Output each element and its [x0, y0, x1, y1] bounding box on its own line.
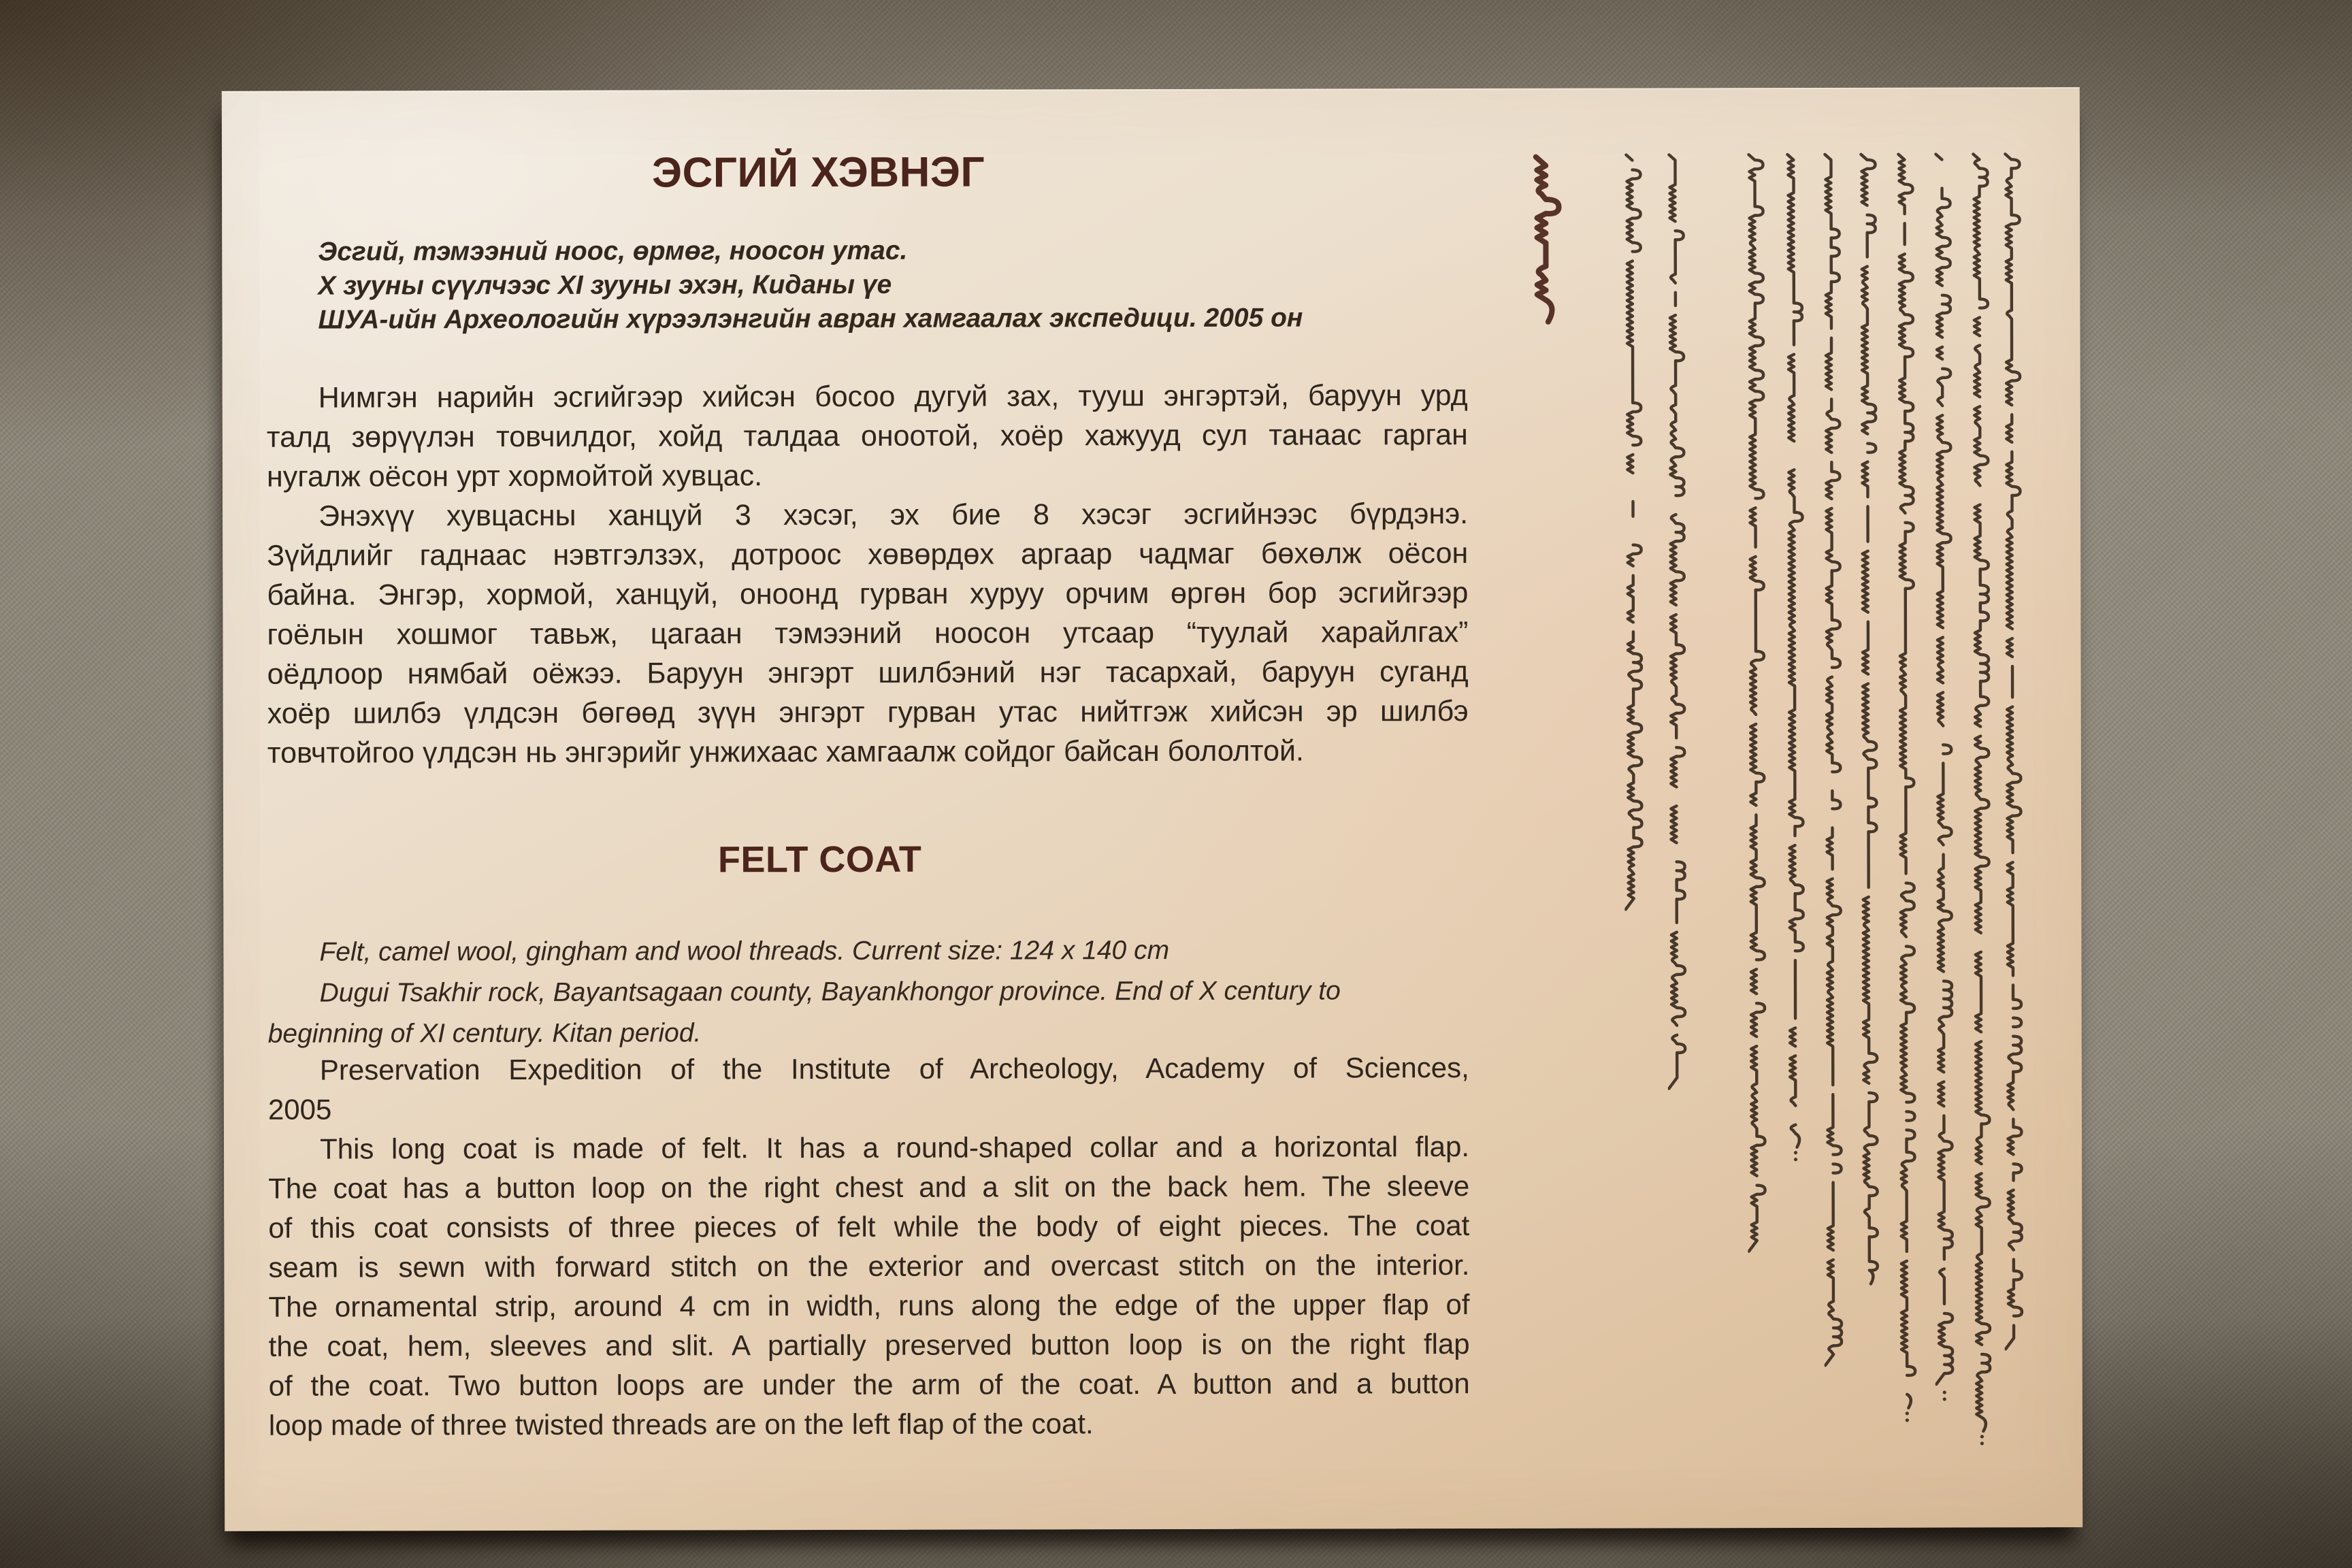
- text-line: Dugui Tsakhir rock, Bayantsagaan county, Bayankhongor province. End of X century to: [319, 976, 1341, 1008]
- text-line: the coat, hem, sleeves and slit. A partially preserved button loop is on the right flap: [268, 1328, 1470, 1362]
- text-line: of the coat. Two button loops are under the arm of the coat. A button and a button: [268, 1367, 1470, 1402]
- mongol-script-column: [1784, 149, 1808, 1177]
- card-title: ЭСГИЙ ХЭВНЭГ: [651, 148, 985, 197]
- text-line: нугалж оёсон урт хормойтой хувцас.: [266, 459, 763, 493]
- mongol-script-column: [1970, 148, 1995, 1462]
- english-heading: FELT COAT: [717, 838, 922, 881]
- mongol-script-title-column: [1532, 148, 1565, 373]
- mongolian-subtitle: [266, 233, 1467, 338]
- text-line: байна. Энгэр, хормой, ханцуй, оноонд гурван хуруу орчим өргөн бор эсгийгээр: [267, 576, 1469, 612]
- text-line: талд зөрүүлэн товчилдог, хойд талдаа оноотой, хоёр хажууд сул танаас гарган: [266, 419, 1468, 454]
- label-text-block: [266, 88, 1470, 1531]
- text-line: Энэхүү хувцасны ханцуй 3 хэсэг, эх бие 8 хэсэг эсгийнээс бүрдэнэ.: [318, 497, 1469, 533]
- text-line: хоёр шилбэ үлдсэн бөгөөд зүүн энгэрт гурван утас нийтгэж хийсэн эр шилбэ: [267, 695, 1469, 730]
- text-line: Зүйдлийг гаднаас нэвтгэлзэх, дотроос хөвөрдөх аргаар чадмаг бөхөлж оёсон: [267, 537, 1469, 572]
- mongolian-description: [267, 376, 1469, 773]
- text-line: The coat has a button loop on the right chest and a slit on the back hem. The sleeve: [268, 1170, 1470, 1205]
- mongol-script-column: [1623, 149, 1646, 942]
- text-line: seam is sewn with forward stitch on the exterior and overcast stitch on the interior.: [268, 1249, 1470, 1284]
- text-line: Х зууны сүүлчээс XI зууны эхэн, Киданы үе: [318, 270, 892, 301]
- text-line: loop made of three twisted threads are on the left flap of the coat.: [268, 1407, 1094, 1441]
- mongol-script-column: [2002, 148, 2027, 1377]
- text-line: Preservation Expedition of the Institute of Archeology, Academy of Sciences,: [319, 1051, 1469, 1086]
- text-line: Felt, camel wool, gingham and wool threads. Current size: 124 x 140 cm: [319, 935, 1170, 967]
- mongol-script-column: [1666, 149, 1690, 1112]
- text-line: гоёлын хошмог тавьж, цагаан тэмээний ноосон утсаар “туулай харайлгах”: [267, 616, 1469, 651]
- text-line: Эсгий, тэмээний ноос, өрмөг, ноосон утас.: [318, 235, 908, 267]
- text-line: beginning of XI century. Kitan period.: [267, 1018, 702, 1049]
- text-line: 2005: [267, 1093, 332, 1126]
- english-subtitle: [267, 930, 1469, 1055]
- text-line: ШУА-ийн Археологийн хүрээлэнгийн авран хамгаалах экспедици. 2005 он: [318, 303, 1303, 335]
- mongol-script-column: [1895, 149, 1920, 1435]
- text-line: Нимгэн нарийн эсгийгээр хийсэн босоо дугуй зах, тууш энгэртэй, баруун урд: [318, 379, 1468, 414]
- text-line: This long coat is made of felt. It has a round-shaped collar and a horizontal flap.: [319, 1130, 1470, 1165]
- museum-label-card: [222, 87, 2082, 1531]
- text-line: The ornamental strip, around 4 cm in width, runs along the edge of the upper flap of: [268, 1288, 1470, 1323]
- mongol-script-column: [1822, 149, 1846, 1394]
- mongol-script-column: [1933, 149, 1957, 1415]
- mongol-script-column: [1858, 149, 1882, 1313]
- text-line: of this coat consists of three pieces of felt while the body of eight pieces. The coat: [268, 1209, 1470, 1244]
- text-line: оёдлоор нямбай оёжээ. Баруун энгэрт шилбэний нэг тасархай, баруун суганд: [267, 655, 1469, 691]
- mongol-script-column: [1746, 149, 1769, 1282]
- text-line: товчтойгоо үлдсэн нь энгэрийг унжихаас хамгаалж сойдог байсан бололтой.: [267, 734, 1305, 770]
- english-description: [268, 1048, 1470, 1446]
